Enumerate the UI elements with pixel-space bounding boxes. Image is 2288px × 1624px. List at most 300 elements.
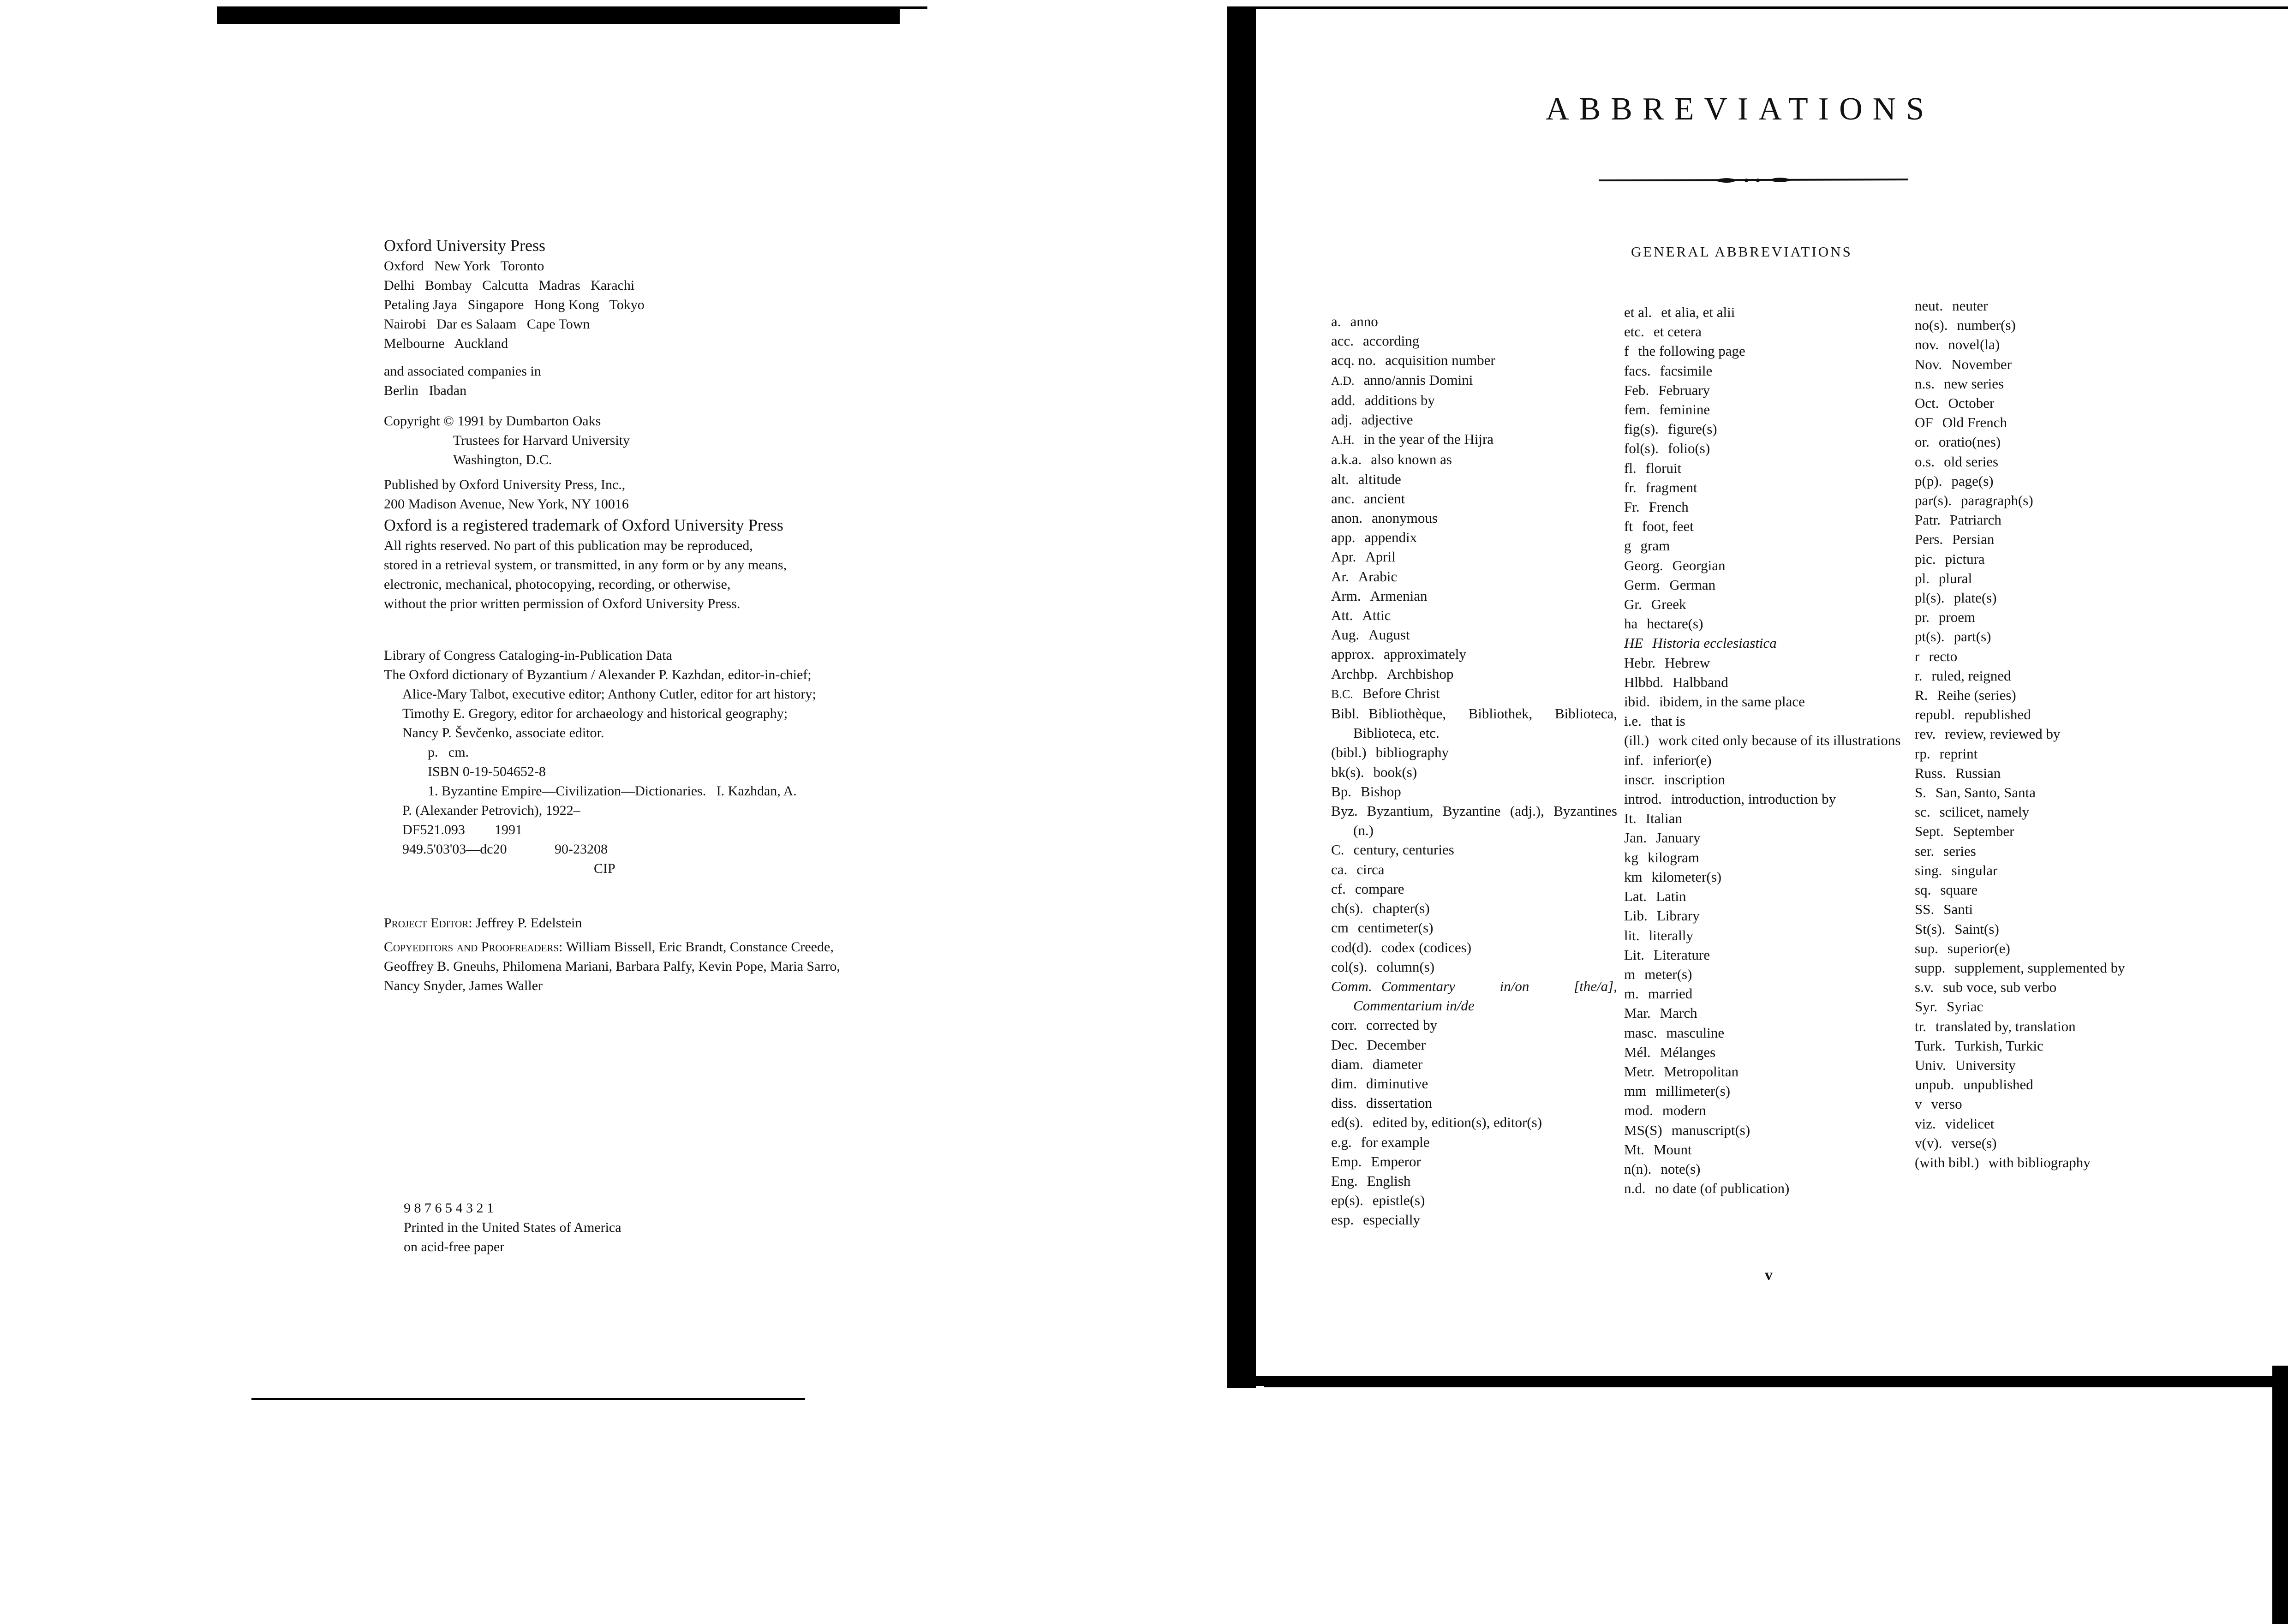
abbreviation-definition: Turkish, Turkic (1954, 1037, 2043, 1054)
abbreviation-definition: page(s) (1951, 472, 1994, 489)
abbreviation-entry (1915, 939, 2192, 958)
abbreviation-entry (1331, 801, 1617, 840)
abbreviation-definition: French (1649, 499, 1689, 515)
abbreviation-definition: superior(e) (1947, 940, 2010, 956)
publisher-name: Oxford University Press (384, 236, 545, 255)
abbreviation-entry (1915, 355, 2192, 374)
abbreviation-definition: facsimile (1660, 362, 1713, 379)
abbreviation-definition: ibidem, in the same place (1659, 693, 1805, 710)
abbreviation-definition: Hebrew (1665, 654, 1710, 671)
abbreviation-term: diss. (1331, 1095, 1357, 1111)
abbreviation-term: Russ. (1915, 764, 1947, 781)
abbreviation-term: ca. (1331, 861, 1348, 878)
abbreviation-definition: column(s) (1376, 958, 1435, 975)
abbreviation-entry (1624, 419, 1901, 439)
abbreviation-definition: adjective (1361, 412, 1413, 428)
abbreviation-term: mm (1624, 1083, 1647, 1099)
abbreviation-term: (ill.) (1624, 732, 1649, 749)
abbreviation-definition: married (1648, 985, 1693, 1002)
abbreviation-entry (1331, 1015, 1617, 1035)
abbreviation-entry (1624, 945, 1901, 965)
abbreviation-definition: October (1948, 395, 1995, 412)
abbreviation-term: A.D. (1331, 374, 1355, 388)
abbreviation-entry (1624, 633, 1901, 653)
abbreviation-term: Aug. (1331, 627, 1360, 643)
abbreviation-definition: November (1951, 356, 2012, 372)
abbreviation-definition: millimeter(s) (1655, 1083, 1731, 1099)
abbreviation-definition: according (1363, 333, 1420, 349)
abbreviation-term: Mar. (1624, 1005, 1651, 1021)
abbreviation-entry (1915, 413, 2192, 432)
abbreviation-definition: proem (1938, 609, 1976, 626)
abbreviation-term: cm (1331, 919, 1349, 936)
abbreviation-definition: Armenian (1370, 587, 1428, 604)
abbreviation-definition: acquisition number (1385, 352, 1495, 369)
abbreviation-entry (1331, 1133, 1617, 1152)
scan-edge-right-bottom (1256, 1376, 2288, 1386)
abbreviation-term: Lat. (1624, 888, 1647, 905)
project-editor-label: Project Editor: (384, 915, 472, 931)
abbreviation-definition: kilogram (1648, 849, 1699, 866)
scan-edge-top-left (217, 6, 900, 24)
abbreviation-entry (1624, 1081, 1901, 1101)
abbreviation-definition: in the year of the Hijra (1363, 431, 1494, 448)
abbreviation-definition: Italian (1645, 810, 1682, 827)
abbreviation-definition: work cited only because of its illustrations (1658, 732, 1901, 749)
abbreviation-definition: literally (1649, 927, 1693, 943)
abbreviation-entry (1624, 1101, 1901, 1120)
abbreviation-entry (1624, 711, 1901, 731)
abbreviation-term: Hlbbd. (1624, 674, 1664, 690)
abbreviation-term: ser. (1915, 842, 1935, 859)
abbreviation-term: Germ. (1624, 576, 1661, 593)
abbreviation-term: C. (1331, 842, 1344, 858)
abbreviation-term: app. (1331, 529, 1356, 546)
abbreviation-definition: no date (of publication) (1655, 1180, 1790, 1197)
publisher-block (384, 234, 645, 353)
abbreviation-entry (1915, 588, 2192, 608)
abbreviation-definition: Byzantium, Byzantine (adj.), Byzantines (n.) (1353, 803, 1617, 839)
abbreviation-entry (1915, 822, 2192, 841)
cip-line: Nancy P. Ševčenko, associate editor. (402, 725, 604, 740)
abbreviation-definition: unpublished (1963, 1076, 2033, 1093)
abbreviation-term: Oct. (1915, 395, 1939, 412)
abbreviation-entry (1915, 1075, 2192, 1094)
abbreviation-definition: number(s) (1957, 317, 2016, 334)
abbreviation-entry (1624, 575, 1901, 595)
abbreviation-term: pl(s). (1915, 590, 1945, 606)
abbreviation-term: HE (1624, 635, 1643, 651)
publisher-city-line: Delhi Bombay Calcutta Madras Karachi (384, 278, 635, 293)
abbreviation-entry (1331, 312, 1617, 331)
abbreviation-definition: anonymous (1372, 510, 1438, 526)
abbreviation-entry (1331, 1191, 1617, 1210)
page-number: v (1765, 1266, 1773, 1284)
abbreviation-definition: Patriarch (1949, 512, 2001, 528)
publisher-city-line: Petaling Jaya Singapore Hong Kong Tokyo (384, 297, 645, 312)
abbreviation-term: ibid. (1624, 693, 1650, 710)
abbreviation-definition: Archbishop (1386, 665, 1454, 682)
abbreviation-definition: supplement, supplemented by (1954, 959, 2125, 976)
copyeditors (384, 937, 840, 957)
abbreviation-term: Fr. (1624, 499, 1640, 515)
abbreviation-entry (1915, 335, 2192, 354)
abbreviation-term: Pers. (1915, 531, 1943, 548)
abbreviation-term: Turk. (1915, 1037, 1946, 1054)
abbreviation-entry (1331, 430, 1617, 450)
abbreviation-definition: bibliography (1375, 744, 1449, 761)
abbreviation-entry (1624, 1121, 1901, 1140)
abbreviation-term: Feb. (1624, 382, 1649, 398)
abbreviation-entry (1331, 391, 1617, 410)
abbreviation-term: ft (1624, 518, 1633, 535)
abbreviation-term: corr. (1331, 1017, 1357, 1033)
abbreviation-entry (1915, 783, 2192, 802)
published-by-block (384, 475, 787, 614)
abbreviation-term: alt. (1331, 471, 1349, 487)
publisher-city-line: Melbourne Auckland (384, 336, 508, 351)
abbreviation-term: r (1915, 648, 1920, 664)
abbreviation-term: esp. (1331, 1212, 1354, 1228)
abbreviation-term: fig(s). (1624, 421, 1659, 437)
abbreviation-entry (1915, 1056, 2192, 1075)
abbreviation-definition: note(s) (1661, 1160, 1701, 1177)
abbreviation-definition: codex (codices) (1381, 939, 1472, 955)
copyeditors-line: Geoffrey B. Gneuhs, Philomena Mariani, Barbara Palfy, Kevin Pope, Maria Sarro, (384, 959, 840, 974)
abbreviation-entry (1915, 530, 2192, 549)
abbreviation-term: s.v. (1915, 979, 1934, 996)
abbreviation-definition: verse(s) (1951, 1134, 1997, 1151)
abbreviation-term: St(s). (1915, 920, 1946, 937)
abbrev-column-1 (1331, 312, 1617, 1230)
abbreviation-term: adj. (1331, 412, 1352, 428)
abbreviation-entry (1331, 1035, 1617, 1055)
abbreviation-definition: part(s) (1953, 628, 1991, 645)
abbreviation-definition: et cetera (1653, 323, 1702, 340)
abbreviation-term: approx. (1331, 646, 1374, 663)
cip-call-b: 1991 (495, 822, 522, 837)
abbreviation-entry (1624, 789, 1901, 809)
scan-edge-top-left-thin (900, 6, 927, 9)
abbreviation-definition: feminine (1659, 401, 1710, 418)
abbreviation-term: Gr. (1624, 596, 1642, 613)
abbreviation-term: sc. (1915, 804, 1930, 820)
abbreviation-definition: Saint(s) (1954, 920, 1999, 937)
abbreviation-definition: et alia, et alii (1661, 304, 1735, 320)
abbreviation-entry (1624, 1179, 1901, 1198)
abbreviation-definition: Literature (1653, 946, 1710, 963)
abbreviation-definition: fragment (1645, 479, 1697, 496)
abbreviation-entry (1624, 400, 1901, 419)
abbreviation-definition: San, Santo, Santa (1936, 784, 2036, 801)
abbreviation-entry (1624, 517, 1901, 536)
abbreviation-term: R. (1915, 687, 1928, 704)
printing-numbers: 9 8 7 6 5 4 3 2 1 (404, 1200, 494, 1216)
abbreviation-entry (1915, 296, 2192, 316)
section-subtitle: GENERAL ABBREVIATIONS (1631, 244, 1852, 260)
abbreviation-term: kg (1624, 849, 1638, 866)
abbreviation-definition: chapter(s) (1372, 900, 1430, 917)
abbreviation-term: sup. (1915, 940, 1938, 956)
abbreviation-entry (1331, 1152, 1617, 1171)
abbreviation-definition: manuscript(s) (1671, 1122, 1750, 1138)
copyeditors-label: Copyeditors and Proofreaders: (384, 939, 563, 955)
abbreviation-term: sq. (1915, 882, 1931, 898)
cip-heading: Library of Congress Cataloging-in-Publication Data (384, 648, 672, 663)
abbreviation-term: e.g. (1331, 1134, 1352, 1150)
abbreviation-term: ch(s). (1331, 900, 1363, 917)
abbreviation-definition: square (1940, 882, 1978, 898)
abbreviation-definition: Russian (1955, 764, 2001, 781)
abbreviation-term: acq. no. (1331, 352, 1376, 369)
abbreviation-entry (1915, 686, 2192, 705)
abbreviation-term: r. (1915, 667, 1923, 684)
abbreviation-entry (1331, 470, 1617, 489)
abbrev-column-2 (1624, 303, 1901, 1198)
abbreviation-entry (1624, 867, 1901, 887)
abbreviation-definition: Metropolitan (1664, 1063, 1739, 1080)
abbreviation-definition: meter(s) (1644, 966, 1692, 982)
abbreviation-definition: March (1660, 1005, 1697, 1021)
abbreviation-definition: August (1368, 627, 1410, 643)
abbreviation-term: Patr. (1915, 512, 1941, 528)
abbreviation-entry (1624, 536, 1901, 555)
abbreviation-term: Mt. (1624, 1141, 1644, 1158)
abbreviation-definition: plural (1938, 570, 1972, 586)
cip-call-number (384, 820, 816, 840)
abbreviation-definition: century, centuries (1353, 842, 1454, 858)
abbreviation-definition: Georgian (1672, 557, 1726, 573)
cip-call-a: DF521.093 (402, 822, 465, 837)
abbreviation-term: a. (1331, 313, 1341, 329)
abbreviation-term: par(s). (1915, 492, 1952, 509)
abbreviation-definition: series (1943, 842, 1976, 859)
abbreviation-entry (1624, 1062, 1901, 1081)
abbreviation-definition: diminutive (1366, 1075, 1428, 1092)
cip-line: Alice-Mary Talbot, executive editor; Anthony Cutler, editor for art history; (402, 687, 816, 702)
publisher-city-line: Oxford New York Toronto (384, 258, 544, 274)
abbreviation-entry (1915, 1017, 2192, 1036)
abbreviation-definition: translated by, translation (1935, 1018, 2076, 1034)
abbreviation-entry (1624, 965, 1901, 984)
abbreviation-term: neut. (1915, 298, 1943, 314)
abbreviation-term: nov. (1915, 336, 1939, 353)
abbreviation-entry (1915, 374, 2192, 394)
abbreviation-entry (1624, 809, 1901, 828)
cip-subjects: 1. Byzantine Empire—Civilization—Dictionaries. I. Kazhdan, A. (428, 783, 797, 799)
abbreviation-entry (1331, 489, 1617, 508)
abbreviation-term: fl. (1624, 460, 1637, 476)
abbreviation-entry (1331, 645, 1617, 664)
abbreviation-definition: Bishop (1360, 783, 1401, 800)
abbreviation-entry (1915, 880, 2192, 900)
abbreviation-definition: University (1955, 1057, 2016, 1073)
abbreviation-entry (1331, 1171, 1617, 1191)
abbreviation-entry (1331, 547, 1617, 567)
associated-companies (384, 362, 541, 400)
abbreviation-definition: inferior(e) (1653, 752, 1712, 768)
abbreviation-term: rp. (1915, 745, 1930, 762)
abbreviation-definition: Persian (1952, 531, 1995, 548)
abbreviation-definition: Greek (1651, 596, 1686, 613)
abbreviation-entry (1915, 744, 2192, 764)
abbreviation-definition: old series (1944, 453, 1999, 470)
abbreviation-entry (1624, 556, 1901, 575)
abbreviation-entry (1624, 595, 1901, 614)
rights-line: electronic, mechanical, photocopying, recording, or otherwise, (384, 577, 731, 592)
abbreviation-term: ed(s). (1331, 1114, 1363, 1131)
abbreviation-entry (1915, 1036, 2192, 1056)
abbreviation-entry (1624, 1159, 1901, 1179)
abbreviation-entry (1915, 919, 2192, 939)
abbreviation-term: km (1624, 868, 1643, 885)
abbreviation-definition: Mount (1653, 1141, 1692, 1158)
abbreviation-term: Bp. (1331, 783, 1351, 800)
copyright-line: Copyright © 1991 by Dumbarton Oaks (384, 413, 601, 429)
abbreviation-entry (1624, 439, 1901, 458)
abbreviation-entry (1624, 926, 1901, 945)
abbreviation-entry (1331, 370, 1617, 391)
abbreviation-entry (1624, 906, 1901, 925)
abbreviation-definition: Before Christ (1362, 685, 1440, 701)
abbreviation-term: v(v). (1915, 1134, 1942, 1151)
abbreviation-definition: republished (1964, 706, 2031, 723)
abbrev-column-3 (1915, 296, 2192, 1172)
abbreviation-entry (1331, 1113, 1617, 1132)
abbreviation-entry (1624, 614, 1901, 633)
cip-class-b: 90-23208 (555, 842, 608, 857)
abbreviation-entry (1915, 549, 2192, 569)
abbreviation-definition: book(s) (1373, 764, 1417, 780)
abbreviation-definition: folio(s) (1667, 440, 1710, 457)
abbreviation-definition: anno (1350, 313, 1378, 329)
abbreviation-term: etc. (1624, 323, 1644, 340)
copyeditors-names: William Bissell, Eric Brandt, Constance Creede, (566, 939, 834, 955)
abbreviation-definition: modern (1662, 1102, 1706, 1119)
copyright-block (384, 412, 630, 470)
abbreviation-entry (1331, 684, 1617, 704)
abbreviation-term: Apr. (1331, 549, 1356, 565)
abbreviation-entry (1624, 1043, 1901, 1062)
abbreviation-entry (1331, 606, 1617, 625)
credits-block (384, 914, 840, 996)
abbreviation-term: add. (1331, 392, 1356, 408)
copyeditors-line: Nancy Snyder, James Waller (384, 978, 543, 993)
abbreviation-definition: figure(s) (1667, 421, 1717, 437)
abbreviation-term: lit. (1624, 927, 1640, 943)
abbreviation-term: fem. (1624, 401, 1650, 418)
printed-line: on acid-free paper (404, 1239, 505, 1254)
abbreviation-definition: with bibliography (1988, 1154, 2091, 1170)
abbreviation-term: m (1624, 966, 1636, 982)
abbreviation-definition: German (1669, 576, 1716, 593)
cip-classification (384, 840, 816, 859)
project-editor (384, 914, 840, 933)
abbreviation-entry (1331, 860, 1617, 879)
abbreviation-definition: videlicet (1945, 1115, 1995, 1132)
abbreviation-definition: September (1953, 823, 2014, 840)
abbreviation-term: cod(d). (1331, 939, 1372, 955)
abbreviation-definition: also known as (1371, 451, 1452, 468)
abbreviation-entry (1915, 997, 2192, 1016)
cip-line: Timothy E. Gregory, editor for archaeology and historical geography; (402, 706, 788, 721)
abbreviation-definition: edited by, edition(s), editor(s) (1372, 1114, 1542, 1131)
abbreviation-definition: ancient (1363, 490, 1405, 507)
abbreviation-definition: circa (1356, 861, 1385, 878)
abbreviation-term: v (1915, 1096, 1922, 1112)
abbreviation-term: diam. (1331, 1056, 1363, 1072)
abbreviation-entry (1624, 1023, 1901, 1043)
abbreviation-entry (1624, 322, 1901, 341)
abbreviation-definition: gram (1640, 537, 1670, 554)
abbreviation-definition: review, reviewed by (1945, 726, 2061, 742)
abbreviation-definition: Latin (1656, 888, 1686, 905)
abbreviation-entry (1915, 394, 2192, 413)
abbreviation-definition: new series (1944, 375, 2004, 392)
associated-line: Berlin Ibadan (384, 383, 467, 398)
abbreviation-entry (1915, 978, 2192, 997)
abbreviation-definition: Historia ecclesiastica (1652, 635, 1777, 651)
abbreviation-entry (1915, 452, 2192, 472)
scan-edge-left-bottom (251, 1398, 805, 1400)
abbreviation-term: Nov. (1915, 356, 1942, 372)
abbreviation-term: A.H. (1331, 433, 1355, 447)
abbreviation-term: Lib. (1624, 908, 1648, 924)
abbreviation-term: i.e. (1624, 713, 1642, 729)
abbreviation-entry (1915, 491, 2192, 510)
abbreviation-term: Comm. (1331, 978, 1372, 994)
abbreviation-definition: ruled, reigned (1931, 667, 2011, 684)
abbreviation-term: Emp. (1331, 1153, 1362, 1170)
scan-edge-right (2272, 1366, 2288, 1624)
abbreviation-definition: scilicet, namely (1939, 804, 2030, 820)
abbreviation-term: B.C. (1331, 687, 1353, 701)
abbreviation-term: anc. (1331, 490, 1355, 507)
abbreviation-definition: Halbband (1673, 674, 1728, 690)
abbreviation-definition: anno/annis Domini (1363, 371, 1473, 388)
abbreviation-term: Metr. (1624, 1063, 1655, 1080)
abbreviation-term: Syr. (1915, 998, 1938, 1015)
abbreviation-term: pl. (1915, 570, 1930, 586)
abbreviation-term: Arm. (1331, 587, 1361, 604)
abbreviation-definition: compare (1355, 880, 1404, 897)
abbreviation-entry (1915, 472, 2192, 491)
abbreviation-entry (1331, 704, 1617, 743)
abbreviation-term: ep(s). (1331, 1192, 1363, 1209)
abbreviation-entry (1331, 918, 1617, 937)
cip-line: The Oxford dictionary of Byzantium / Alexander P. Kazhdan, editor-in-chief; (384, 667, 812, 682)
published-by-line: Published by Oxford University Press, Inc., (384, 477, 626, 492)
abbreviation-term: Lit. (1624, 946, 1644, 963)
abbreviation-entry (1331, 879, 1617, 899)
cip-line: p. cm. (428, 745, 469, 760)
abbreviation-definition: April (1365, 549, 1396, 565)
abbreviation-entry (1915, 666, 2192, 686)
abbreviation-definition: novel(la) (1948, 336, 2000, 353)
abbreviation-entry (1331, 977, 1617, 1015)
abbreviation-definition: appendix (1364, 529, 1417, 546)
abbreviation-term: rev. (1915, 726, 1936, 742)
abbreviation-entry (1624, 361, 1901, 381)
abbreviation-definition: epistle(s) (1372, 1192, 1425, 1209)
abbreviation-term: (with bibl.) (1915, 1154, 1979, 1170)
abbreviation-term: masc. (1624, 1024, 1657, 1041)
abbreviation-entry (1915, 1134, 2192, 1153)
abbreviation-term: pt(s). (1915, 628, 1945, 645)
abbreviation-term: Univ. (1915, 1057, 1946, 1073)
rights-line: All rights reserved. No part of this publication may be reproduced, (384, 538, 753, 553)
abbreviation-term: f (1624, 343, 1629, 359)
